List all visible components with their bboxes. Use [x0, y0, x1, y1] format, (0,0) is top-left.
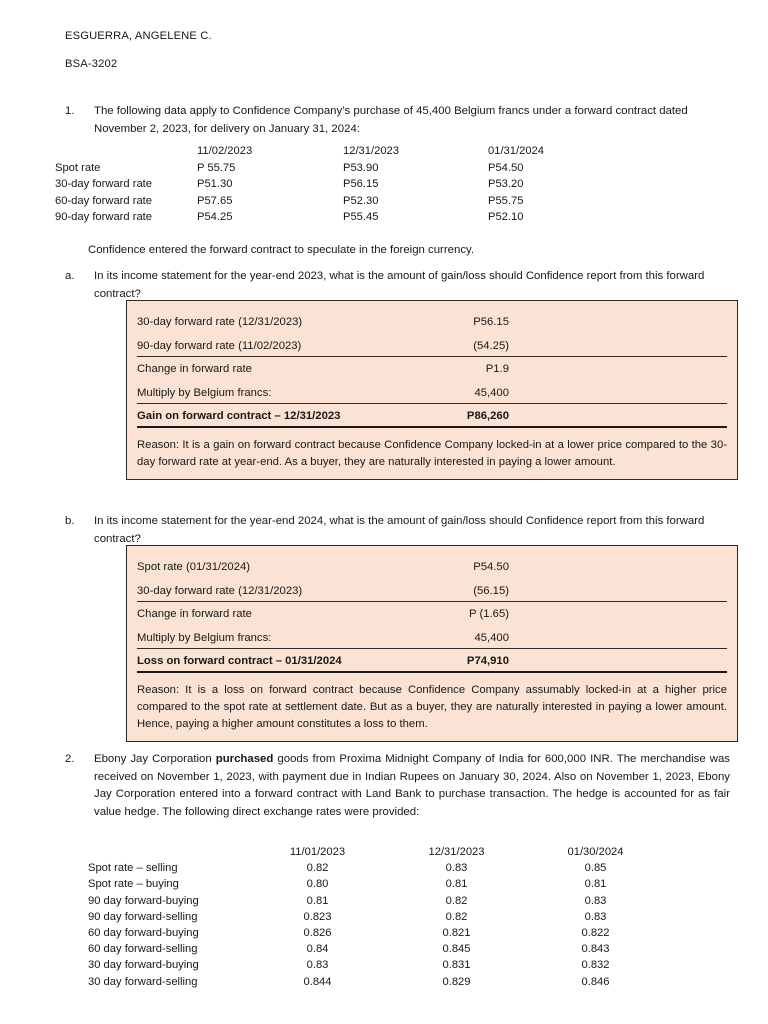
table-row: [88, 925, 665, 941]
answer-row-label: 90-day forward rate (11/02/2023): [137, 340, 302, 352]
row-value: P53.90: [343, 161, 379, 174]
answer-row: [137, 626, 727, 649]
table-row: [55, 193, 544, 210]
column-header-label: [55, 143, 197, 160]
problem-2-statement: [94, 751, 730, 821]
part-a-question: In its income statement for the year-end 2023, what is the amount of gain/loss should Confidence report from this forward contract?: [94, 270, 705, 300]
answer-row-label: Change in forward rate: [137, 363, 252, 375]
row-value: 0.85: [584, 862, 607, 875]
answer-row-value: (56.15): [473, 585, 509, 597]
row-value: 0.81: [306, 894, 329, 907]
column-header-date-1: 11/02/2023: [197, 145, 253, 157]
table-row: [88, 860, 665, 876]
answer-row-label: Spot rate (01/31/2024): [137, 561, 251, 573]
row-label: 30-day forward rate: [55, 178, 153, 191]
answer-total-value: P86,260: [466, 410, 509, 422]
row-value: 0.826: [303, 927, 332, 940]
row-value: 0.831: [442, 959, 471, 972]
answer-row: [137, 310, 727, 334]
answer-total-label: Loss on forward contract – 01/31/2024: [137, 655, 342, 667]
row-label: Spot rate – selling: [88, 862, 178, 875]
table-row: [88, 909, 665, 925]
table-row: [55, 160, 544, 177]
column-header-date-2: 12/31/2023: [428, 846, 485, 858]
row-value: P57.65: [197, 194, 233, 207]
answer-row-value: 45,400: [474, 632, 509, 644]
problem-1-part-a: [65, 268, 715, 303]
part-a-answer-box: [126, 300, 738, 480]
row-value: 0.821: [442, 927, 471, 940]
row-label: 90 day forward-selling: [88, 910, 198, 923]
row-label: 60 day forward-selling: [88, 943, 198, 956]
answer-row: [137, 555, 727, 579]
answer-row-label: Multiply by Belgium francs:: [137, 387, 272, 399]
row-value: 0.822: [581, 927, 610, 940]
row-value: 0.81: [445, 878, 468, 891]
row-value: 0.843: [581, 943, 610, 956]
table-row: [88, 941, 665, 957]
row-label: 30 day forward-selling: [88, 975, 198, 988]
row-value: P54.50: [488, 161, 524, 174]
row-value: 0.823: [303, 910, 332, 923]
column-header-label: [88, 844, 248, 860]
row-label: 60-day forward rate: [55, 194, 153, 207]
row-label: 90 day forward-buying: [88, 894, 199, 907]
answer-total-row: [137, 649, 727, 673]
row-value: 0.83: [306, 959, 329, 972]
problem-1-number: 1.: [65, 105, 75, 117]
row-value: P51.30: [197, 178, 233, 191]
answer-total-row: [137, 404, 727, 428]
problem-1-part-b: [65, 513, 715, 548]
table-row: [88, 893, 665, 909]
column-header-date-2: 12/31/2023: [343, 145, 399, 157]
row-value: 0.845: [442, 943, 471, 956]
answer-row-label: 30-day forward rate (12/31/2023): [137, 316, 303, 328]
answer-row-value: P56.15: [473, 316, 509, 328]
row-value: P55.75: [488, 194, 524, 207]
problem-2-statement-part1: Ebony Jay Corporation: [94, 753, 216, 765]
part-b-reason: Reason: It is a loss on forward contract because Confidence Company assumably locked-in at a higher price compared to the spot rate at settlement date. But as a buyer, they are naturally interested in paying a lower amount. Hence, paying a higher amount constitutes a loss to them.: [137, 684, 727, 730]
column-header-date-3: 01/31/2024: [488, 145, 544, 157]
student-section: BSA-3202: [65, 58, 118, 70]
row-value: 0.844: [303, 975, 332, 988]
row-label: Spot rate – buying: [88, 878, 179, 891]
row-value: P55.45: [343, 211, 379, 224]
answer-row: [137, 357, 727, 381]
part-a-letter: a.: [65, 270, 75, 282]
table-header-row: [55, 143, 544, 160]
answer-row-label: Change in forward rate: [137, 608, 252, 620]
row-value: 0.832: [581, 959, 610, 972]
row-value: P56.15: [343, 178, 379, 191]
row-value: 0.82: [445, 910, 468, 923]
problem-1: [65, 103, 715, 138]
answer-row: [137, 381, 727, 404]
row-value: 0.83: [584, 894, 607, 907]
table-row: [88, 974, 665, 990]
answer-row: [137, 334, 727, 357]
problem-2-statement-emphasis: purchased: [215, 753, 274, 765]
row-value: 0.81: [584, 878, 607, 891]
part-b-letter: b.: [65, 515, 75, 527]
row-value: 0.829: [442, 975, 471, 988]
problem-2-rate-table: [88, 844, 665, 990]
row-value: P52.30: [343, 194, 379, 207]
row-value: 0.83: [445, 862, 468, 875]
column-header-date-3: 01/30/2024: [567, 846, 624, 858]
answer-row-label: 30-day forward rate (12/31/2023): [137, 585, 303, 597]
row-label: 90-day forward rate: [55, 211, 153, 224]
table-row: [55, 209, 544, 226]
row-value: P52.10: [488, 211, 524, 224]
part-b-question: In its income statement for the year-end 2024, what is the amount of gain/loss should Confidence report from this forward contract?: [94, 515, 705, 545]
answer-total-label: Gain on forward contract – 12/31/2023: [137, 410, 341, 422]
answer-row-value: P (1.65): [469, 608, 509, 620]
problem-2-statement-part2: goods from Proxima Midnight Company of India for 600,000 INR. The merchandise was received on November 1, 2023, with payment due in Indian Rupees on January 30, 2024. Also on November 1, 2023, Ebony Jay Corporation entered into a forward contract with Land Bank to purchase transaction. The hedge is accounted for as fair value hedge. The following direct exchange rates were provided:: [94, 753, 730, 818]
part-a-reason: Reason: It is a gain on forward contract because Confidence Company locked-in at a lower price compared to the 30-day forward rate at year-end. As a buyer, they are naturally interested in paying a lower amount.: [137, 439, 727, 468]
answer-row: [137, 579, 727, 602]
row-value: P 55.75: [197, 161, 236, 174]
row-value: 0.83: [584, 910, 607, 923]
problem-2-number: 2.: [65, 753, 75, 765]
problem-1-statement: The following data apply to Confidence Company’s purchase of 45,400 Belgium francs under a forward contract dated November 2, 2023, for delivery on January 31, 2024:: [94, 105, 688, 135]
student-name: ESGUERRA, ANGELENE C.: [65, 30, 212, 42]
answer-row-value: (54.25): [473, 340, 509, 352]
table-row: [88, 957, 665, 973]
table-header-row: [88, 844, 665, 860]
table-row: [88, 876, 665, 892]
answer-row-value: P54.50: [473, 561, 509, 573]
row-value: 0.84: [306, 943, 329, 956]
row-value: 0.82: [445, 894, 468, 907]
answer-row-label: Multiply by Belgium francs:: [137, 632, 272, 644]
answer-row: [137, 602, 727, 626]
row-value: P54.25: [197, 211, 233, 224]
answer-total-value: P74,910: [466, 655, 509, 667]
answer-row-value: P1.9: [485, 363, 509, 375]
row-value: P53.20: [488, 178, 524, 191]
row-label: Spot rate: [55, 161, 101, 174]
row-value: 0.82: [306, 862, 329, 875]
column-header-date-1: 11/01/2023: [289, 846, 346, 858]
table-row: [55, 176, 544, 193]
problem-2: [65, 751, 730, 821]
row-label: 30 day forward-buying: [88, 959, 199, 972]
row-label: 60 day forward-buying: [88, 927, 199, 940]
speculation-note: Confidence entered the forward contract to speculate in the foreign currency.: [88, 244, 475, 256]
answer-row-value: 45,400: [474, 387, 509, 399]
row-value: 0.846: [581, 975, 610, 988]
row-value: 0.80: [306, 878, 329, 891]
part-b-answer-box: [126, 545, 738, 742]
problem-1-rate-table: [55, 143, 544, 226]
